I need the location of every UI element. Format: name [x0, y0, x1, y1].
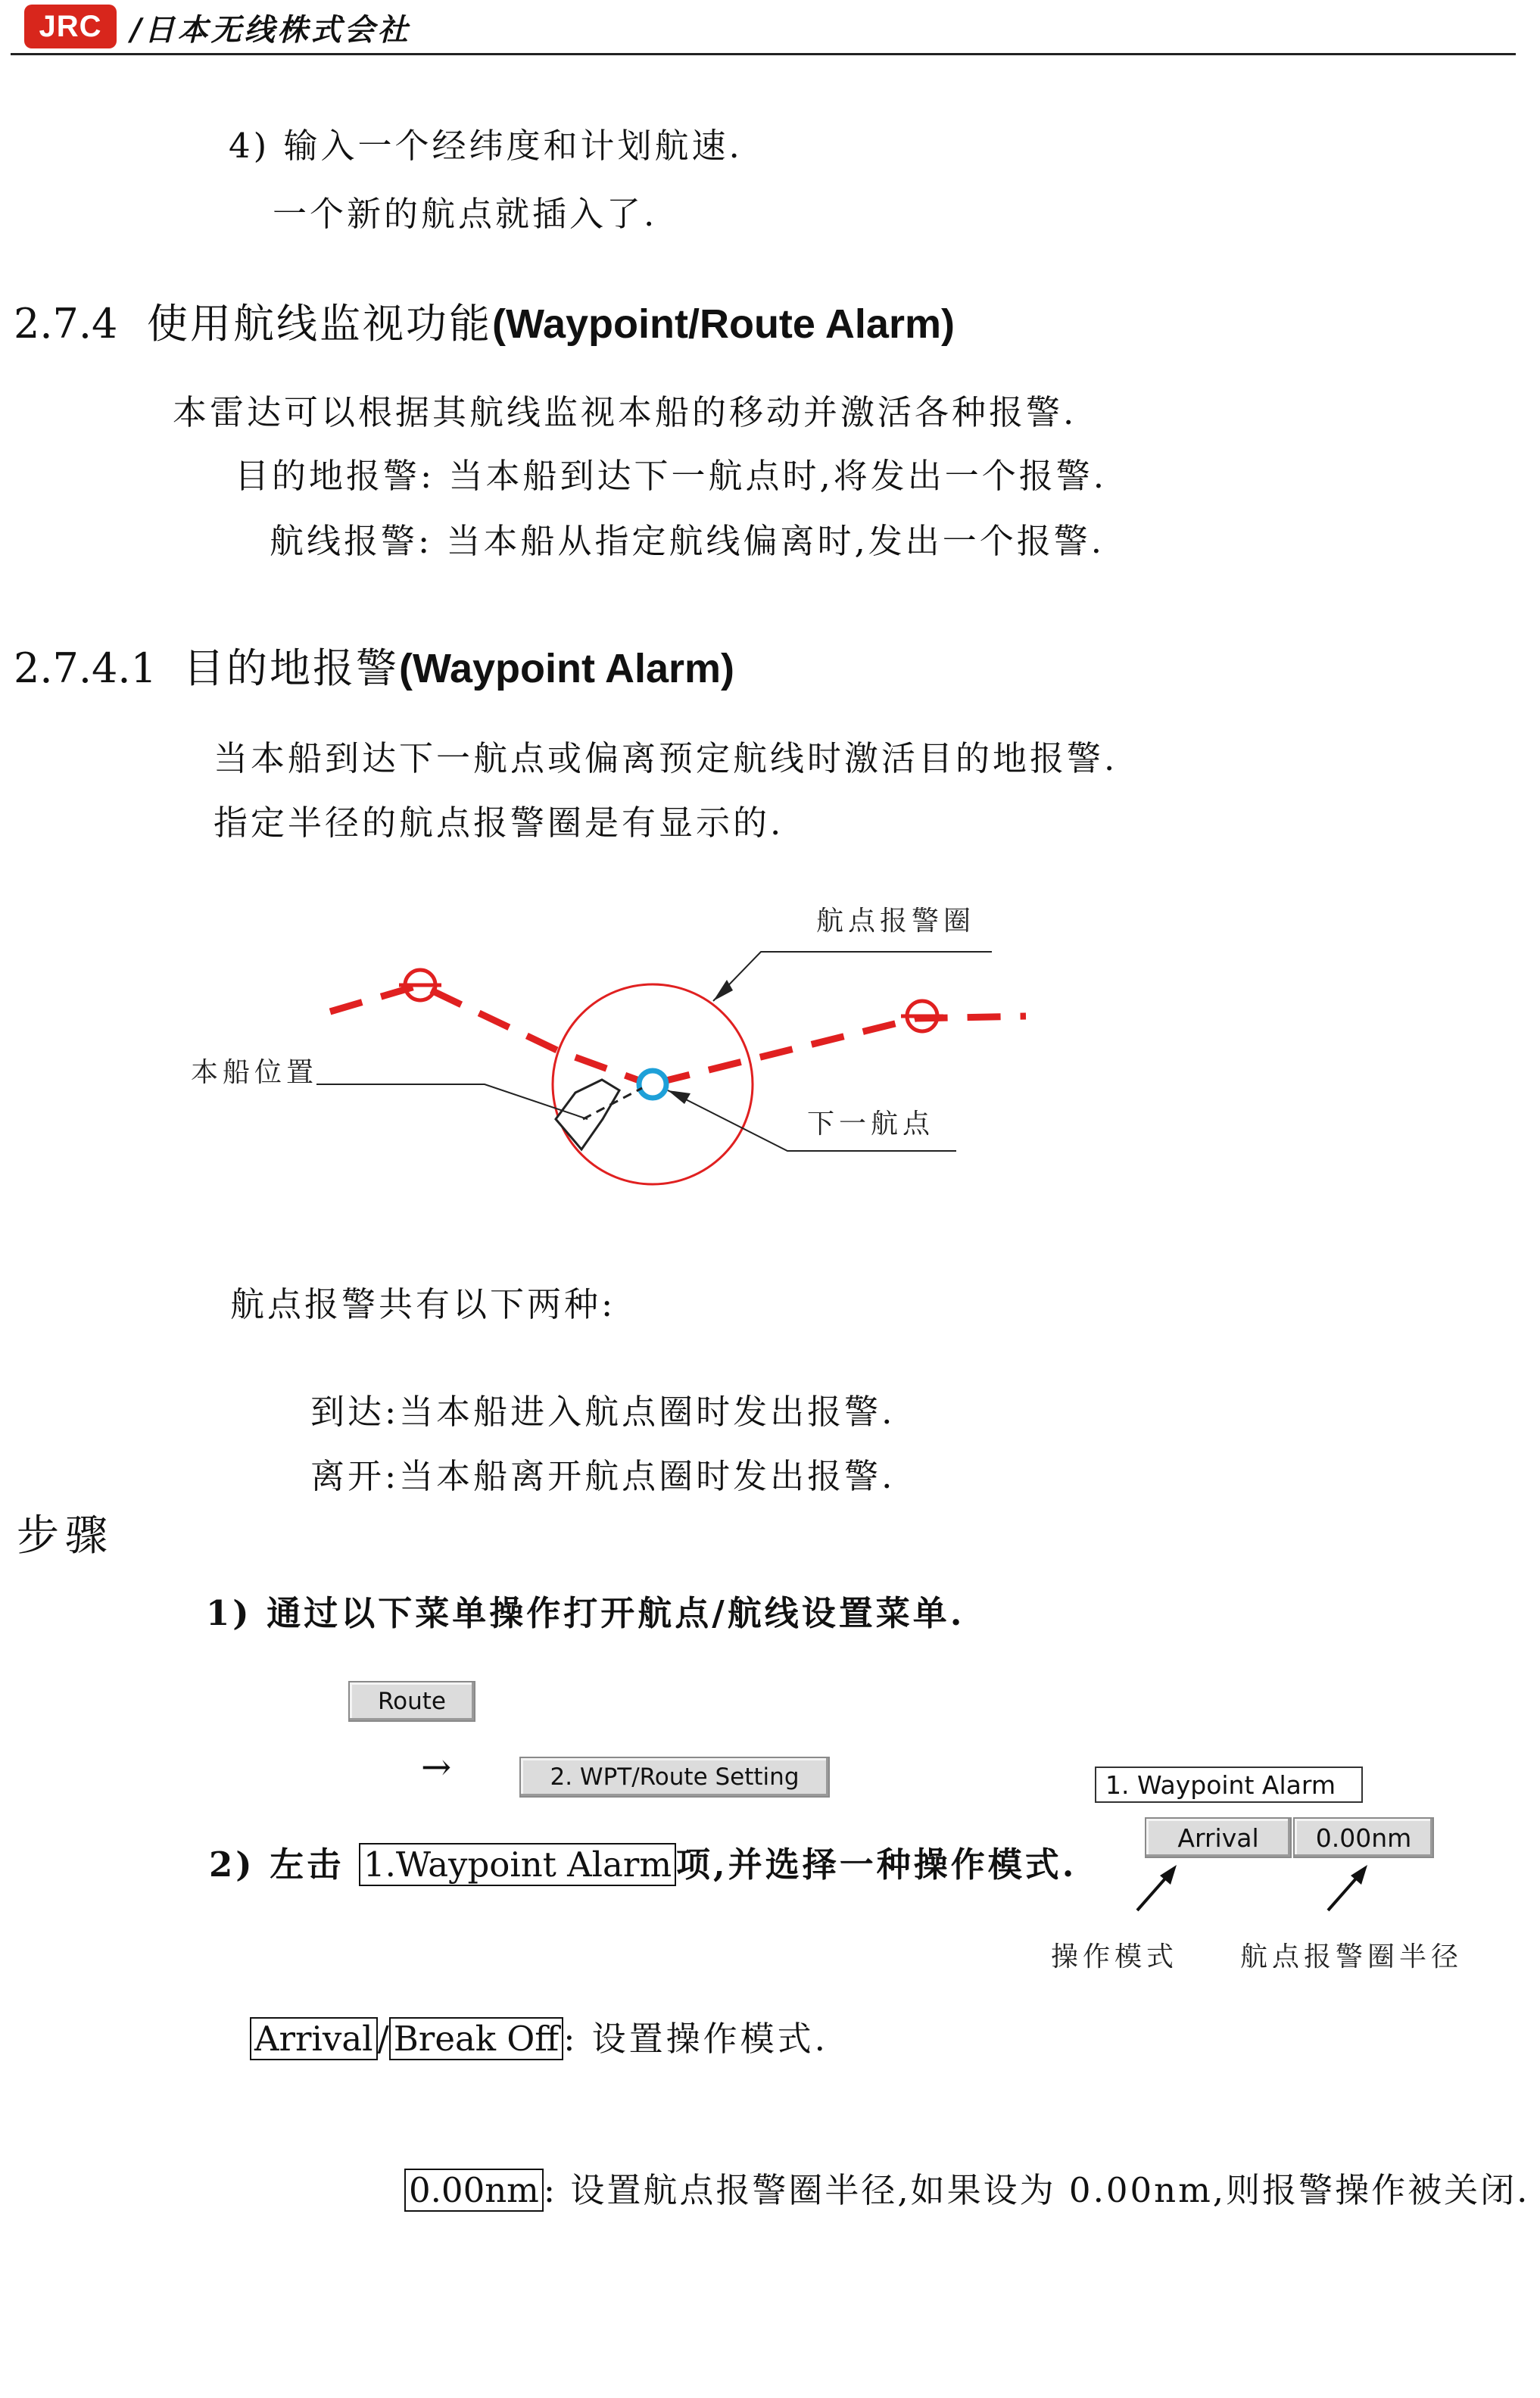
- subsection-title-en: (Waypoint Alarm): [399, 646, 734, 691]
- subsection-number: 2.7.4.1: [14, 644, 157, 692]
- mode-description: [250, 2011, 828, 2060]
- own-ship-symbol: [556, 1080, 619, 1149]
- wpt-route-setting-button[interactable]: 2. WPT/Route Setting: [519, 1757, 830, 1798]
- section-route-alarm: 航线报警: 当本船从指定航线偏离时,发出一个报警.: [270, 521, 1105, 561]
- operation-mode-button[interactable]: Arrival: [1145, 1817, 1292, 1858]
- step2-prefix: 2) 左击: [209, 1844, 344, 1885]
- label-alarm-radius: 航点报警圈半径: [1240, 1941, 1464, 1972]
- alarm-radius-button[interactable]: 0.00nm: [1293, 1817, 1434, 1858]
- step2: [209, 1837, 1077, 1886]
- header-company: /日本无线株式会社: [130, 12, 411, 48]
- label-operation-mode: 操作模式: [1051, 1941, 1179, 1972]
- section-intro: 本雷达可以根据其航线监视本船的移动并激活各种报警.: [173, 392, 1077, 432]
- types-arrival: 到达:当本船进入航点圈时发出报警.: [310, 1392, 896, 1432]
- label-alarm-circle: 航点报警圈: [816, 906, 976, 937]
- section-title-en: (Waypoint/Route Alarm): [492, 301, 955, 347]
- step4-line1: 4) 输入一个经纬度和计划航速.: [229, 126, 743, 166]
- step2-waypoint-alarm-item: 1.Waypoint Alarm: [359, 1843, 676, 1886]
- section-number: 2.7.4: [14, 300, 118, 348]
- next-waypoint-marker: [639, 1071, 666, 1098]
- break-off-option: Break Off: [389, 2017, 563, 2060]
- leader-next-wpt-arrowhead: [668, 1090, 691, 1104]
- section-dest-alarm: 目的地报警: 当本船到达下一航点时,将发出一个报警.: [235, 456, 1108, 496]
- logo-text: JRC: [39, 9, 102, 43]
- subsection-p1: 当本船到达下一航点或偏离预定航线时激活目的地报警.: [214, 738, 1118, 778]
- mode-description-text: : 设置操作模式.: [563, 2019, 828, 2059]
- menu-arrow: →: [421, 1746, 452, 1788]
- subsection-p2: 指定半径的航点报警圈是有显示的.: [214, 803, 784, 843]
- radius-option: 0.00nm: [404, 2169, 544, 2212]
- route-line-left: [330, 985, 650, 1084]
- leader-circle: [713, 952, 992, 1001]
- types-depart: 离开:当本船离开航点圈时发出报警.: [310, 1456, 896, 1496]
- types-intro: 航点报警共有以下两种:: [230, 1284, 616, 1324]
- step1: 1) 通过以下菜单操作打开航点/航线设置菜单.: [206, 1593, 965, 1633]
- section-title-cn: 使用航线监视功能: [147, 300, 492, 348]
- subsection-title-cn: 目的地报警: [183, 644, 399, 692]
- leader-own-ship: [316, 1084, 588, 1119]
- route-menu-button[interactable]: Route: [348, 1681, 475, 1722]
- steps-heading: 步骤: [17, 1511, 114, 1561]
- radius-description-text: : 设置航点报警圈半径,如果设为 0.00nm,则报警操作被关闭.: [543, 2170, 1530, 2210]
- step4-line2: 一个新的航点就插入了.: [273, 194, 658, 234]
- option-separator: /: [377, 2019, 389, 2059]
- label-own-ship: 本船位置: [191, 1057, 319, 1088]
- waypoint-alarm-panel-title: 1. Waypoint Alarm: [1095, 1767, 1363, 1803]
- radius-description: [404, 2163, 1529, 2212]
- step2-suffix: 项,并选择一种操作模式.: [676, 1844, 1077, 1885]
- route-line-right: [657, 1016, 1026, 1083]
- label-next-waypoint: 下一航点: [807, 1109, 935, 1140]
- arrival-option: Arrival: [250, 2017, 378, 2060]
- panel-pointer-arrows: [1121, 1859, 1378, 1919]
